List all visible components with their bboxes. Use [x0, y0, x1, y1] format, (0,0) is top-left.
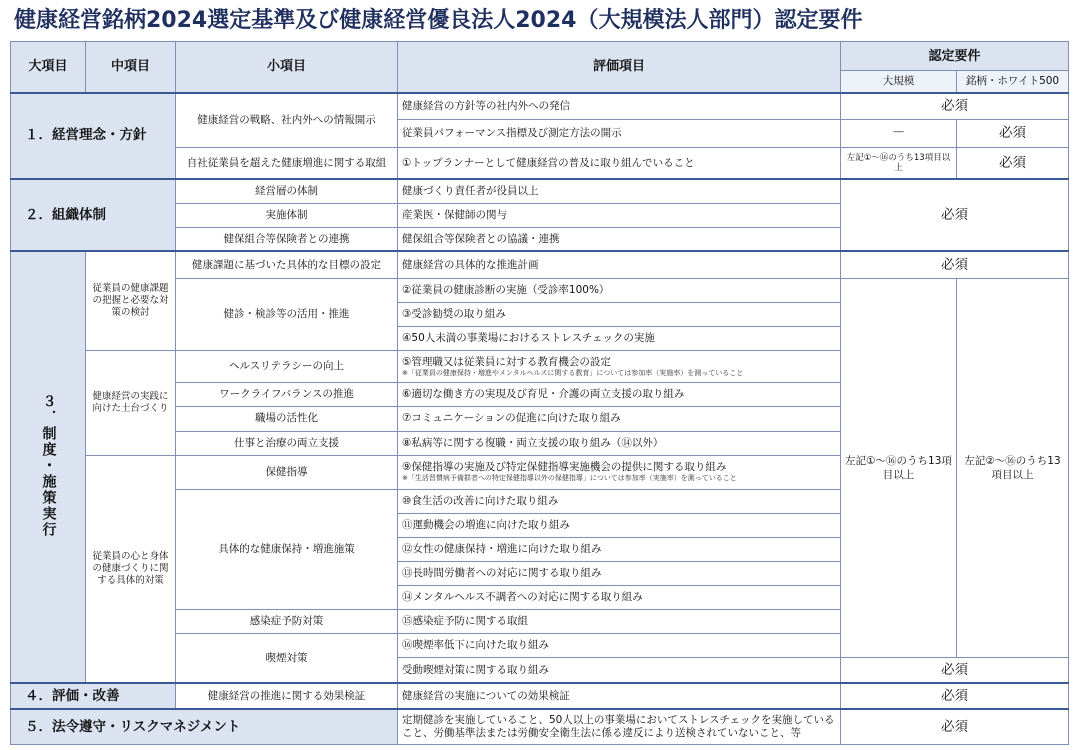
eval-note: ※「従業員の健康保持・増進やメンタルヘルスに関する教育」については参加率（実施率）を測っていること — [402, 368, 744, 377]
section-2: ２．組織体制 — [11, 179, 176, 251]
eval-item: 健康づくり責任者が役員以上 — [398, 179, 841, 203]
section-3-label: ３．制度・施策実行 — [40, 393, 57, 538]
section-5: ５．法令遵守・リスクマネジメント — [11, 709, 398, 744]
eval-item: ⑩食生活の改善に向けた取り組み — [398, 489, 841, 513]
small-item: ヘルスリテラシーの向上 — [176, 351, 398, 383]
section-4: ４．評価・改善 — [11, 683, 176, 709]
small-item: 実施体制 — [176, 203, 398, 227]
small-item: 健康課題に基づいた具体的な目標の設定 — [176, 251, 398, 278]
page-title: 健康経営銘柄2024選定基準及び健康経営優良法人2024（大規模法人部門）認定要件 — [14, 8, 863, 33]
header-eval: 評価項目 — [398, 42, 841, 93]
eval-text: ⑤管理職又は従業員に対する教育機会の設定 — [402, 355, 611, 368]
small-item: 健診・検診等の活用・推進 — [176, 278, 398, 350]
eval-item: ⑫女性の健康保持・増進に向けた取り組み — [398, 537, 841, 561]
eval-item — [398, 351, 841, 383]
section-1: １．経営理念・方針 — [11, 93, 176, 179]
requirement-cell: 必須 — [957, 120, 1069, 148]
eval-item: ⑯喫煙率低下に向けた取り組み — [398, 634, 841, 658]
requirement-cell: 必須 — [841, 683, 1069, 709]
header-medium: 中項目 — [86, 42, 176, 93]
small-item: 感染症予防対策 — [176, 610, 398, 634]
small-item: 自社従業員を超えた健康増進に関する取組 — [176, 148, 398, 179]
eval-item: ①トップランナーとして健康経営の普及に取り組んでいること — [398, 148, 841, 179]
requirement-cell: 左記②～⑯のうち13項目以上 — [957, 278, 1069, 657]
small-item: 健康経営の推進に関する効果検証 — [176, 683, 398, 709]
small-item: 保健指導 — [176, 455, 398, 489]
requirement-cell: 左記①～⑯のうち13項目以上 — [841, 278, 957, 657]
header-requirement: 認定要件 — [841, 42, 1069, 71]
eval-item: 健康経営の方針等の社内外への発信 — [398, 93, 841, 120]
header-large: 大項目 — [11, 42, 86, 93]
small-item: ワークライフバランスの推進 — [176, 383, 398, 407]
small-item: 具体的な健康保持・増進施策 — [176, 489, 398, 609]
eval-text: ⑨保健指導の実施及び特定保健指導実施機会の提供に関する取り組み — [402, 461, 727, 474]
section-3 — [11, 251, 86, 683]
header-req-large: 大規模 — [841, 71, 957, 93]
mid-item: 従業員の健康課題の把握と必要な対策の検討 — [86, 251, 176, 350]
eval-item: 健保組合等保険者との協議・連携 — [398, 227, 841, 251]
eval-item — [398, 455, 841, 489]
eval-item: ⑦コミュニケーションの促進に向けた取り組み — [398, 407, 841, 431]
eval-item: ⑬長時間労働者への対応に関する取り組み — [398, 562, 841, 586]
eval-item: ⑭メンタルヘルス不調者への対応に関する取り組み — [398, 586, 841, 610]
eval-item: ⑧私病等に関する復職・両立支援の取り組み（⑭以外） — [398, 431, 841, 455]
requirement-cell: 必須 — [841, 709, 1069, 744]
requirement-cell: － — [841, 120, 957, 148]
requirement-cell: 必須 — [841, 93, 1069, 120]
requirement-cell: 必須 — [957, 148, 1069, 179]
requirement-cell: 必須 — [841, 251, 1069, 278]
mid-item: 従業員の心と身体の健康づくりに関する具体的対策 — [86, 455, 176, 683]
small-item: 仕事と治療の両立支援 — [176, 431, 398, 455]
requirement-cell: 必須 — [841, 658, 1069, 683]
small-item: 健保組合等保険者との連携 — [176, 227, 398, 251]
small-item: 喫煙対策 — [176, 634, 398, 683]
small-item: 経営層の体制 — [176, 179, 398, 203]
eval-item: 定期健診を実施していること、50人以上の事業場においてストレスチェックを実施していること、労働基準法または労働安全衛生法に係る違反により送検されていないこと、等 — [398, 709, 841, 744]
eval-item: ④50人未満の事業場におけるストレスチェックの実施 — [398, 327, 841, 351]
requirement-cell: 左記①～⑯のうち13項目以上 — [841, 148, 957, 179]
eval-item: ⑪運動機会の増進に向けた取り組み — [398, 513, 841, 537]
small-item: 健康経営の戦略、社内外への情報開示 — [176, 93, 398, 148]
eval-item: 従業員パフォーマンス指標及び測定方法の開示 — [398, 120, 841, 148]
eval-item: 産業医・保健師の関与 — [398, 203, 841, 227]
eval-item: ⑮感染症予防に関する取組 — [398, 610, 841, 634]
eval-item: ③受診勧奨の取り組み — [398, 303, 841, 327]
small-item: 職場の活性化 — [176, 407, 398, 431]
eval-item: 健康経営の具体的な推進計画 — [398, 251, 841, 278]
eval-item: ⑥適切な働き方の実現及び育児・介護の両立支援の取り組み — [398, 383, 841, 407]
eval-item: 受動喫煙対策に関する取り組み — [398, 658, 841, 683]
header-req-brand: 銘柄・ホワイト500 — [957, 71, 1069, 93]
mid-item: 健康経営の実践に向けた土台づくり — [86, 351, 176, 455]
eval-item: 健康経営の実施についての効果検証 — [398, 683, 841, 709]
requirement-cell: 必須 — [841, 179, 1069, 251]
eval-note: ※「生活習慣病予備群者への特定保健指導以外の保健指導」については参加率（実施率）を測っていること — [402, 474, 737, 483]
header-small: 小項目 — [176, 42, 398, 93]
eval-item: ②従業員の健康診断の実施（受診率100%） — [398, 278, 841, 302]
criteria-table — [10, 41, 1069, 745]
